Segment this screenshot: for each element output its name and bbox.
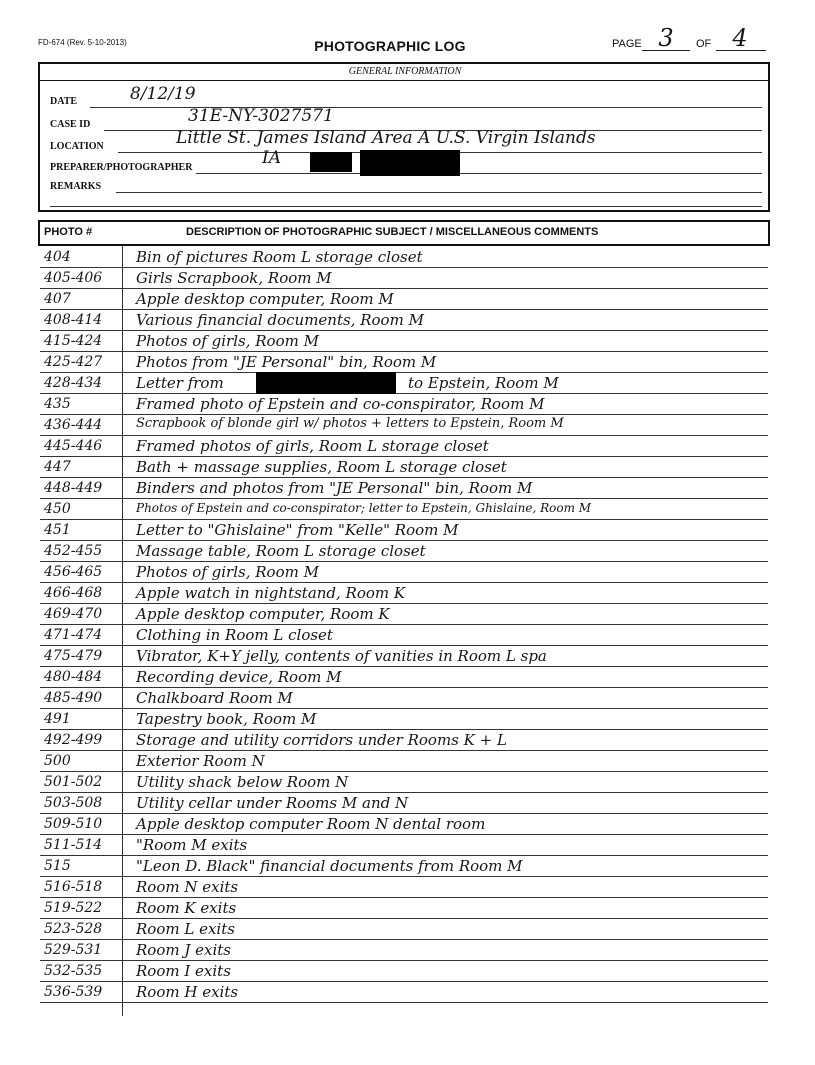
row-line — [40, 267, 768, 268]
photo-number: 456-465 — [44, 564, 103, 580]
photo-number: 536-539 — [44, 984, 103, 1000]
of-label: OF — [696, 38, 712, 50]
photo-number: 408-414 — [44, 312, 103, 328]
photo-number: 407 — [44, 291, 71, 307]
row-line — [40, 582, 768, 583]
photo-number: 466-468 — [44, 585, 103, 601]
form-number: FD-674 (Rev. 5-10-2013) — [38, 38, 127, 47]
photo-number: 532-535 — [44, 963, 103, 979]
photo-number: 447 — [44, 459, 71, 475]
photo-description: Photos of girls, Room M — [136, 563, 319, 581]
row-line — [40, 876, 768, 877]
row-line — [40, 456, 768, 457]
photo-number: 428-434 — [44, 375, 103, 391]
redaction-box — [256, 372, 396, 394]
photo-description: Apple desktop computer, Room M — [136, 290, 394, 308]
photo-number: 475-479 — [44, 648, 103, 664]
photo-description: Letter to "Ghislaine" from "Kelle" Room M — [136, 521, 459, 539]
photo-number: 516-518 — [44, 879, 103, 895]
date-value: 8/12/19 — [130, 84, 196, 104]
row-line — [40, 519, 768, 520]
photo-number: 451 — [44, 522, 71, 538]
redaction-box — [360, 150, 460, 176]
row-line — [40, 666, 768, 667]
row-line — [40, 771, 768, 772]
general-information-heading: GENERAL INFORMATION — [348, 66, 462, 77]
photo-description: Room N exits — [136, 878, 239, 896]
photo-description: Room I exits — [136, 962, 231, 980]
case-id-value: 31E-NY-3027571 — [188, 106, 334, 126]
photo-description: Framed photo of Epstein and co-conspirator, Room M — [136, 395, 545, 413]
divider — [40, 80, 770, 81]
description-header: DESCRIPTION OF PHOTOGRAPHIC SUBJECT / MISCELLANEOUS COMMENTS — [186, 226, 599, 238]
photo-number: 448-449 — [44, 480, 103, 496]
photo-number: 404 — [44, 249, 71, 265]
row-line — [40, 540, 768, 541]
photo-number-header: PHOTO # — [44, 226, 93, 238]
photo-number: 500 — [44, 753, 71, 769]
photo-number: 405-406 — [44, 270, 103, 286]
photo-description: Room K exits — [136, 899, 237, 917]
row-line — [40, 288, 768, 289]
row-line — [40, 477, 768, 478]
row-line — [40, 309, 768, 310]
photo-number: 503-508 — [44, 795, 103, 811]
photo-description: Clothing in Room L closet — [136, 626, 333, 644]
photo-description: Room H exits — [136, 983, 239, 1001]
photo-description: Storage and utility corridors under Rooms K + L — [136, 731, 507, 749]
row-line — [40, 330, 768, 331]
photo-description: Apple desktop computer Room N dental room — [136, 815, 486, 833]
row-line — [40, 834, 768, 835]
photo-number: 485-490 — [44, 690, 103, 706]
photo-description: Chalkboard Room M — [136, 689, 293, 707]
photo-description: "Room M exits — [136, 836, 248, 854]
photo-number: 515 — [44, 858, 71, 874]
photo-description: Apple watch in nightstand, Room K — [136, 584, 406, 602]
photo-number: 480-484 — [44, 669, 103, 685]
photo-description: Photos of Epstein and co-conspirator; letter to Epstein, Ghislaine, Room M — [136, 501, 592, 515]
photo-number: 452-455 — [44, 543, 103, 559]
photo-number: 425-427 — [44, 354, 103, 370]
photo-number: 529-531 — [44, 942, 103, 958]
photo-description: Exterior Room N — [136, 752, 265, 770]
redaction-box — [310, 152, 352, 172]
row-line — [40, 750, 768, 751]
photo-description: Tapestry book, Room M — [136, 710, 317, 728]
photo-number: 415-424 — [44, 333, 103, 349]
remarks-line-2 — [50, 206, 762, 207]
photo-description: Girls Scrapbook, Room M — [136, 269, 332, 287]
row-line — [40, 351, 768, 352]
photo-description: Photos from "JE Personal" bin, Room M — [136, 353, 437, 371]
preparer-label: PREPARER/PHOTOGRAPHER — [50, 162, 193, 173]
row-line — [40, 645, 768, 646]
photo-description: Utility cellar under Rooms M and N — [136, 794, 409, 812]
row-line — [40, 708, 768, 709]
row-line — [40, 498, 768, 499]
photo-description: Room L exits — [136, 920, 235, 938]
photo-description: Apple desktop computer, Room K — [136, 605, 390, 623]
case-id-label: CASE ID — [50, 119, 91, 130]
row-line — [40, 561, 768, 562]
photo-number: 511-514 — [44, 837, 103, 853]
photo-number: 469-470 — [44, 606, 103, 622]
row-line — [40, 792, 768, 793]
remarks-label: REMARKS — [50, 181, 102, 192]
photo-number: 435 — [44, 396, 71, 412]
photo-description: Framed photos of girls, Room L storage closet — [136, 437, 489, 455]
photo-number: 445-446 — [44, 438, 103, 454]
row-line — [40, 981, 768, 982]
document-title: PHOTOGRAPHIC LOG — [314, 38, 466, 54]
row-line — [40, 624, 768, 625]
row-line — [40, 372, 768, 373]
photo-number: 491 — [44, 711, 71, 727]
remarks-line — [116, 192, 762, 193]
photo-description: Various financial documents, Room M — [136, 311, 424, 329]
photo-description: Utility shack below Room N — [136, 773, 349, 791]
photo-description: Massage table, Room L storage closet — [136, 542, 426, 560]
page-total: 4 — [732, 24, 748, 52]
photo-description: Room J exits — [136, 941, 231, 959]
photo-number: 492-499 — [44, 732, 103, 748]
date-label: DATE — [50, 96, 78, 107]
row-line — [40, 687, 768, 688]
photo-description: Vibrator, K+Y jelly, contents of vanities in Room L spa — [136, 647, 547, 665]
row-line — [40, 414, 768, 415]
photo-description: "Leon D. Black" financial documents from Room M — [136, 857, 523, 875]
row-line — [40, 729, 768, 730]
row-line — [40, 603, 768, 604]
preparer-value: IA — [262, 148, 281, 168]
row-line — [40, 939, 768, 940]
photo-number: 471-474 — [44, 627, 103, 643]
row-line — [40, 918, 768, 919]
photo-number: 519-522 — [44, 900, 103, 916]
photo-number: 523-528 — [44, 921, 103, 937]
row-line — [40, 1002, 768, 1003]
photo-description: Bath + massage supplies, Room L storage closet — [136, 458, 507, 476]
photo-number: 509-510 — [44, 816, 103, 832]
row-line — [40, 393, 768, 394]
photo-description-continued: to Epstein, Room M — [408, 374, 559, 392]
photo-description: Letter from — [136, 374, 224, 392]
location-label: LOCATION — [50, 141, 104, 152]
photo-description: Photos of girls, Room M — [136, 332, 319, 350]
row-line — [40, 435, 768, 436]
photo-description: Bin of pictures Room L storage closet — [136, 248, 423, 266]
photo-description: Binders and photos from "JE Personal" bin, Room M — [136, 479, 533, 497]
row-line — [40, 855, 768, 856]
page-number: 3 — [658, 24, 674, 52]
row-line — [40, 897, 768, 898]
column-divider — [122, 246, 123, 1016]
photo-description: Scrapbook of blonde girl w/ photos + letters to Epstein, Room M — [136, 416, 564, 431]
photo-number: 436-444 — [44, 417, 103, 433]
preparer-line — [196, 173, 762, 174]
page-label: PAGE — [612, 38, 642, 50]
photo-number: 450 — [44, 501, 71, 517]
row-line — [40, 813, 768, 814]
photo-description: Recording device, Room M — [136, 668, 342, 686]
photo-number: 501-502 — [44, 774, 103, 790]
location-value: Little St. James Island Area A U.S. Virgin Islands — [176, 128, 596, 148]
row-line — [40, 960, 768, 961]
